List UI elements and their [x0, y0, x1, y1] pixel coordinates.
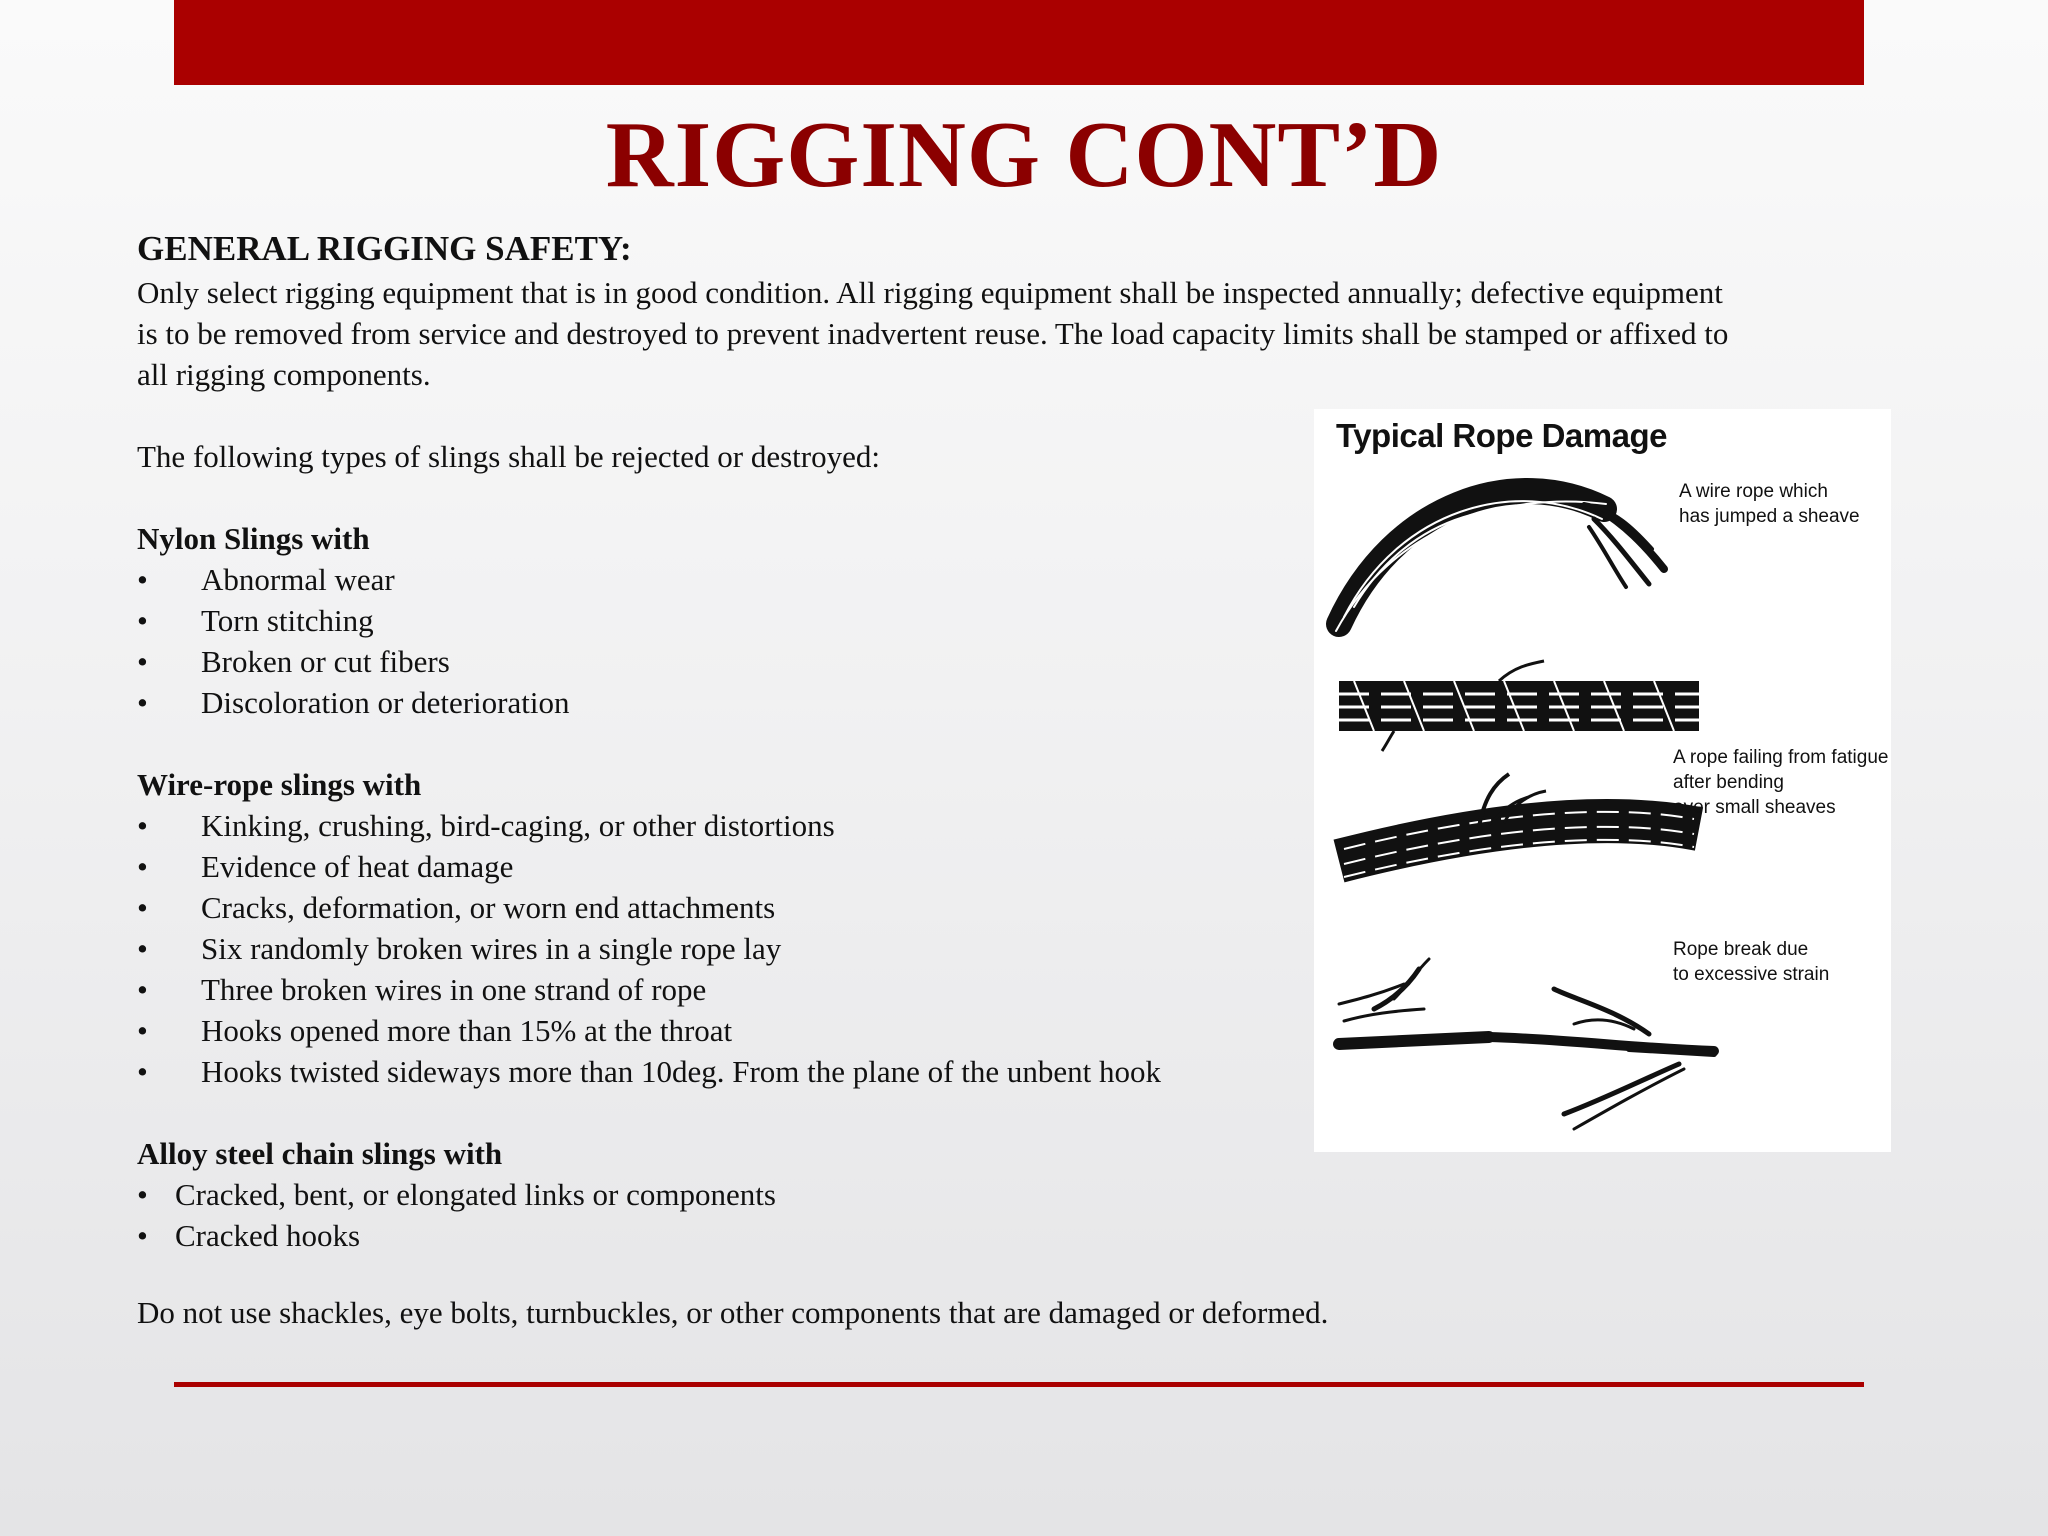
fatigue-rope-icon: [1339, 774, 1699, 877]
strain-break-rope-icon: [1339, 959, 1714, 1129]
list-item: • Cracks, deformation, or worn end attachments: [137, 887, 1907, 928]
bullet: •: [137, 890, 148, 925]
bullet: •: [137, 849, 148, 884]
section-heading: GENERAL RIGGING SAFETY:: [137, 229, 632, 268]
list-item: • Discoloration or deterioration: [137, 682, 1907, 723]
jumped-sheave-rope-icon: [1336, 491, 1664, 631]
intro-line-2: is to be removed from service and destroyed to prevent inadvertent reuse. The load capacity limits shall be stamped or affixed to: [137, 316, 1729, 351]
caption-jumped-sheave: A wire rope which has jumped a sheave: [1679, 481, 1860, 527]
list-item: • Hooks twisted sideways more than 10deg. From the plane of the unbent hook: [137, 1051, 1907, 1092]
top-accent-bar: [174, 0, 1864, 85]
intro-line-3: all rigging components.: [137, 357, 431, 392]
bullet: •: [137, 931, 148, 966]
bullet: •: [137, 1218, 148, 1253]
list-item: • Evidence of heat damage: [137, 846, 1907, 887]
slide-title: RIGGING CONT’D: [605, 103, 1443, 207]
caption-strain: Rope break due to excessive strain: [1673, 939, 1830, 985]
list-item: • Hooks opened more than 15% at the throat: [137, 1010, 1907, 1051]
bullet: •: [137, 1013, 148, 1048]
chain-list: [137, 1174, 1907, 1256]
list-item: • Broken or cut fibers: [137, 641, 1907, 682]
bullet: •: [137, 562, 148, 597]
intro-line-1: Only select rigging equipment that is in good condition. All rigging equipment shall be inspected annually; defective equipment: [137, 275, 1723, 310]
bullet: •: [137, 1177, 148, 1212]
closing-text: Do not use shackles, eye bolts, turnbuckles, or other components that are damaged or deformed.: [137, 1295, 1329, 1330]
bullet: •: [137, 603, 148, 638]
list-item: • Abnormal wear: [137, 559, 1907, 600]
list-item: • Three broken wires in one strand of rope: [137, 969, 1907, 1010]
caption-fatigue: A rope failing from fatigue after bending over small sheaves: [1673, 747, 1889, 818]
chain-heading: Alloy steel chain slings with: [137, 1136, 503, 1171]
bullet: •: [137, 972, 148, 1007]
list-item: • Cracked hooks: [137, 1215, 1907, 1256]
nylon-heading: Nylon Slings with: [137, 521, 370, 556]
following-text: The following types of slings shall be rejected or destroyed:: [137, 439, 880, 474]
stranded-rope-icon: [1339, 661, 1699, 751]
wire-heading: Wire-rope slings with: [137, 767, 422, 802]
figure-title: Typical Rope Damage: [1336, 417, 1667, 454]
bullet: •: [137, 1054, 148, 1089]
bullet: •: [137, 808, 148, 843]
rope-damage-figure: [1314, 409, 1891, 1152]
list-item: • Torn stitching: [137, 600, 1907, 641]
bottom-accent-rule: [174, 1382, 1864, 1387]
list-item: • Cracked, bent, or elongated links or components: [137, 1174, 1907, 1215]
list-item: • Six randomly broken wires in a single rope lay: [137, 928, 1907, 969]
bullet: •: [137, 644, 148, 679]
bullet: •: [137, 685, 148, 720]
list-item: • Kinking, crushing, bird-caging, or other distortions: [137, 805, 1907, 846]
